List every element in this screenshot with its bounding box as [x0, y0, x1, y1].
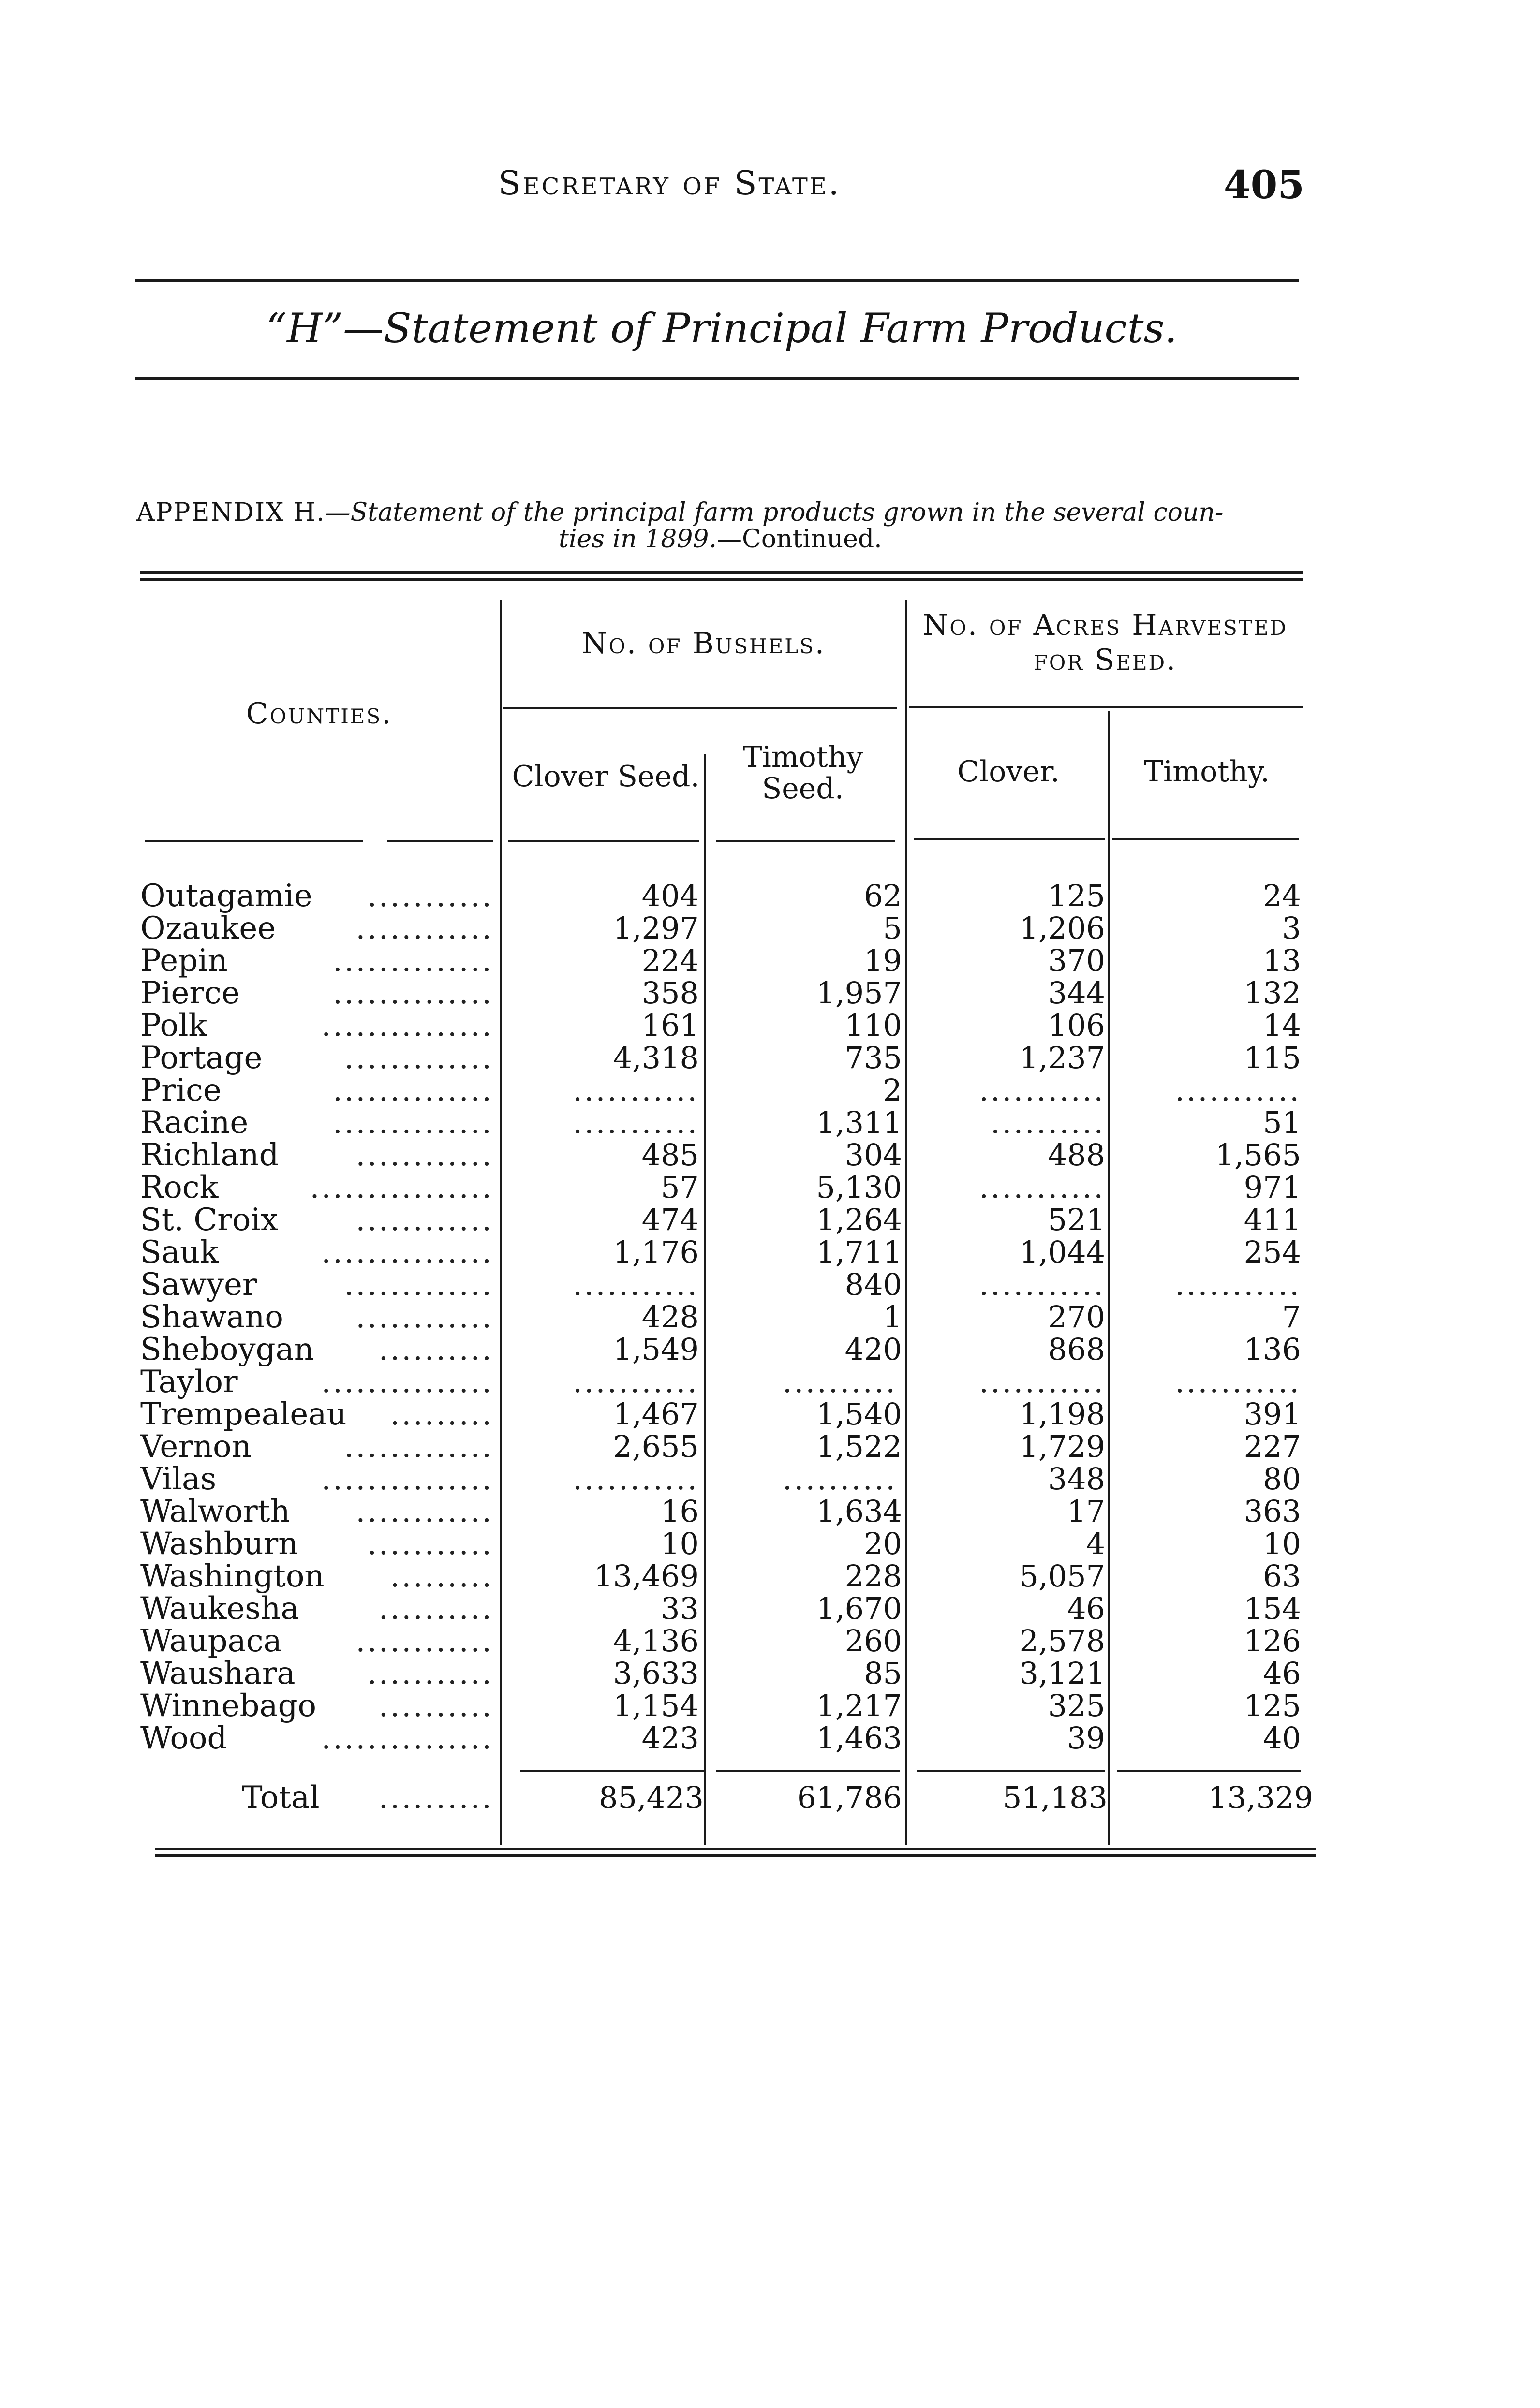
timothy-seed-value: 260: [844, 1623, 902, 1659]
clover-seed-value: 4,136: [613, 1623, 699, 1659]
timothy-acres-value: 40: [1263, 1720, 1301, 1756]
timothy-seed-value: 1,463: [816, 1720, 902, 1756]
clover-acres-value: 46: [1067, 1591, 1105, 1626]
timothy-acres-value: 3: [1282, 910, 1301, 946]
appendix-caption-continued: [559, 525, 882, 554]
dot-leader: ...............: [321, 1364, 493, 1399]
dot-leader: ...........: [367, 1656, 493, 1691]
clover-acres-value: 1,198: [1019, 1396, 1105, 1432]
clover-seed-value: 4,318: [613, 1040, 699, 1075]
dot-leader: .........: [390, 1396, 493, 1432]
county-name: Ozaukee: [140, 910, 276, 946]
county-name: Richland: [140, 1137, 279, 1173]
empty-cell-leader: ...........: [573, 1105, 699, 1140]
timothy-seed-value: 5,130: [816, 1170, 902, 1205]
county-name: Polk: [140, 1008, 207, 1043]
dot-leader: ...............: [321, 1234, 493, 1270]
dot-leader: ..........: [378, 1780, 493, 1815]
empty-cell-leader: ...........: [573, 1364, 699, 1399]
empty-cell-leader: ..........: [990, 1105, 1105, 1140]
clover-seed-value: 1,467: [613, 1396, 699, 1432]
county-name: Waupaca: [140, 1623, 282, 1659]
header-underline-timothy: [1112, 838, 1299, 840]
county-name: St. Croix: [140, 1202, 278, 1238]
county-name: Sheboygan: [140, 1332, 314, 1367]
clover-acres-value: 5,057: [1019, 1558, 1105, 1594]
table-rule-bottom-1: [155, 1848, 1316, 1850]
clover-acres-value: 370: [1048, 943, 1105, 978]
timothy-acres-value: 971: [1244, 1170, 1301, 1205]
dot-leader: ............: [355, 1623, 493, 1659]
empty-cell-leader: ...........: [1175, 1267, 1301, 1302]
clover-acres-value: 344: [1048, 975, 1105, 1011]
timothy-seed-value: 110: [844, 1008, 902, 1043]
clover-acres-value: 1,237: [1019, 1040, 1105, 1075]
timothy-acres-value: 411: [1244, 1202, 1301, 1237]
county-name: Taylor: [140, 1364, 238, 1400]
header-group-bushels: No. of Bushels.: [581, 627, 826, 661]
clover-acres-value: 270: [1048, 1299, 1105, 1335]
timothy-seed-value: 19: [864, 943, 902, 978]
clover-seed-value: 1,176: [613, 1234, 699, 1270]
title-rule-top: [135, 279, 1299, 282]
timothy-acres-value: 7: [1282, 1299, 1301, 1335]
county-name: Pepin: [140, 943, 228, 979]
empty-cell-leader: ...........: [573, 1267, 699, 1302]
total-rule-clover-seed: [520, 1770, 704, 1772]
dot-leader: ............: [355, 1299, 493, 1335]
timothy-acres-value: 51: [1263, 1105, 1301, 1140]
total-rule-clover: [917, 1770, 1105, 1772]
total-timothy-seed: 61,786: [797, 1780, 902, 1815]
empty-cell-leader: ...........: [573, 1072, 699, 1108]
empty-cell-leader: ..........: [782, 1461, 897, 1497]
empty-cell-leader: ...........: [979, 1170, 1105, 1205]
dot-leader: ...............: [321, 1008, 493, 1043]
timothy-acres-value: 63: [1263, 1558, 1301, 1594]
timothy-seed-value: 420: [844, 1332, 902, 1367]
timothy-seed-value: 1,217: [816, 1688, 902, 1723]
clover-acres-value: 1,206: [1019, 910, 1105, 946]
clover-seed-value: 57: [661, 1170, 699, 1205]
timothy-acres-value: 136: [1244, 1332, 1301, 1367]
timothy-seed-value: 1,540: [816, 1396, 902, 1432]
header-underline-clover: [914, 838, 1105, 840]
empty-cell-leader: ...........: [979, 1072, 1105, 1108]
timothy-acres-value: 10: [1263, 1526, 1301, 1561]
dot-leader: ..............: [333, 943, 493, 978]
timothy-acres-value: 132: [1244, 975, 1301, 1011]
empty-cell-leader: ...........: [979, 1267, 1105, 1302]
timothy-seed-value: 2: [883, 1072, 902, 1108]
county-name: Portage: [140, 1040, 263, 1076]
timothy-seed-value: 735: [844, 1040, 902, 1075]
clover-acres-value: 1,729: [1019, 1429, 1105, 1464]
header-underline-timothy-seed: [716, 840, 895, 842]
appendix-caption: [136, 498, 1223, 527]
empty-cell-leader: ...........: [979, 1364, 1105, 1399]
county-name: Vernon: [140, 1429, 252, 1465]
clover-seed-value: 404: [641, 878, 699, 913]
clover-acres-value: 521: [1048, 1202, 1105, 1237]
timothy-seed-value: 5: [883, 910, 902, 946]
appendix-caption-continued-label: —Continued.: [717, 525, 882, 554]
timothy-acres-value: 80: [1263, 1461, 1301, 1497]
column-divider-4: [1108, 711, 1110, 1845]
dot-leader: ...............: [321, 1461, 493, 1497]
dot-leader: ................: [310, 1170, 493, 1205]
table-rule-bottom-2: [155, 1854, 1316, 1857]
timothy-seed-value: 1: [883, 1299, 902, 1335]
dot-leader: .............: [344, 1040, 493, 1075]
group-underline-bushels: [503, 707, 897, 709]
clover-seed-value: 10: [661, 1526, 699, 1561]
dot-leader: ...........: [367, 1526, 493, 1561]
timothy-acres-value: 46: [1263, 1656, 1301, 1691]
dot-leader: ...........: [367, 878, 493, 913]
clover-acres-value: 2,578: [1019, 1623, 1105, 1659]
dot-leader: ..............: [333, 1105, 493, 1140]
clover-acres-value: 868: [1048, 1332, 1105, 1367]
title-rule-bottom: [135, 377, 1299, 380]
timothy-seed-value: 85: [864, 1656, 902, 1691]
total-rule-timothy: [1117, 1770, 1301, 1772]
header-underline-counties-2: [387, 840, 493, 842]
column-divider-3: [905, 600, 907, 1845]
clover-acres-value: 325: [1048, 1688, 1105, 1723]
clover-seed-value: 33: [661, 1591, 699, 1626]
header-timothy-seed-line1: Timothy: [742, 740, 863, 774]
header-timothy: Timothy.: [1144, 755, 1270, 789]
header-counties: Counties.: [246, 697, 393, 731]
clover-acres-value: 4: [1086, 1526, 1105, 1561]
appendix-caption-year: ties in 1899.: [559, 525, 717, 554]
column-divider-2: [704, 754, 706, 1845]
timothy-seed-value: 228: [844, 1558, 902, 1594]
header-clover: Clover.: [957, 755, 1060, 789]
timothy-seed-value: 1,957: [816, 975, 902, 1011]
timothy-acres-value: 126: [1244, 1623, 1301, 1659]
timothy-acres-value: 363: [1244, 1494, 1301, 1529]
clover-seed-value: 3,633: [613, 1656, 699, 1691]
dot-leader: ..........: [378, 1591, 493, 1626]
clover-seed-value: 1,549: [613, 1332, 699, 1367]
county-name: Rock: [140, 1170, 219, 1205]
clover-acres-value: 17: [1067, 1494, 1105, 1529]
clover-seed-value: 13,469: [594, 1558, 699, 1594]
dot-leader: ............: [355, 1202, 493, 1237]
timothy-acres-value: 24: [1263, 878, 1301, 913]
timothy-seed-value: 840: [844, 1267, 902, 1302]
timothy-seed-value: 1,264: [816, 1202, 902, 1237]
total-clover-acres: 51,183: [1003, 1780, 1108, 1815]
timothy-seed-value: 1,522: [816, 1429, 902, 1464]
dot-leader: ..........: [378, 1688, 493, 1723]
group-underline-acres: [909, 706, 1303, 708]
dot-leader: ..............: [333, 975, 493, 1011]
timothy-seed-value: 1,634: [816, 1494, 902, 1529]
clover-acres-value: 106: [1048, 1008, 1105, 1043]
table-rule-top-1: [140, 571, 1303, 574]
county-name: Waukesha: [140, 1591, 299, 1627]
dot-leader: ..............: [333, 1072, 493, 1108]
running-head: Secretary of State.: [498, 164, 841, 203]
county-name: Wood: [140, 1720, 227, 1756]
county-name: Racine: [140, 1105, 249, 1141]
dot-leader: ............: [355, 910, 493, 946]
clover-acres-value: 348: [1048, 1461, 1105, 1497]
appendix-label: APPENDIX H.: [136, 498, 326, 527]
county-name: Washington: [140, 1558, 325, 1594]
clover-acres-value: 125: [1048, 878, 1105, 913]
timothy-seed-value: 1,711: [816, 1234, 902, 1270]
county-name: Pierce: [140, 975, 240, 1011]
county-name: Price: [140, 1072, 222, 1108]
timothy-acres-value: 154: [1244, 1591, 1301, 1626]
county-name: Washburn: [140, 1526, 298, 1562]
clover-seed-value: 161: [641, 1008, 699, 1043]
county-name: Waushara: [140, 1656, 296, 1691]
timothy-seed-value: 1,311: [816, 1105, 902, 1140]
total-timothy-acres: 13,329: [1208, 1780, 1313, 1815]
county-name: Outagamie: [140, 878, 312, 914]
appendix-caption-line1: —Statement of the principal farm products grown in the several coun-: [325, 498, 1224, 527]
timothy-seed-value: 62: [864, 878, 902, 913]
total-label: Total: [242, 1780, 320, 1816]
timothy-acres-value: 125: [1244, 1688, 1301, 1723]
timothy-acres-value: 1,565: [1215, 1137, 1301, 1173]
county-name: Shawano: [140, 1299, 283, 1335]
clover-seed-value: 1,297: [613, 910, 699, 946]
timothy-seed-value: 1,670: [816, 1591, 902, 1626]
county-name: Walworth: [140, 1494, 290, 1529]
dot-leader: .............: [344, 1429, 493, 1464]
dot-leader: .............: [344, 1267, 493, 1302]
total-clover-seed: 85,423: [599, 1780, 704, 1815]
clover-seed-value: 423: [641, 1720, 699, 1756]
timothy-acres-value: 227: [1244, 1429, 1301, 1464]
clover-seed-value: 485: [641, 1137, 699, 1173]
timothy-acres-value: 115: [1244, 1040, 1301, 1075]
timothy-acres-value: 14: [1263, 1008, 1301, 1043]
empty-cell-leader: ...........: [1175, 1072, 1301, 1108]
page-number: 405: [1224, 162, 1304, 207]
timothy-seed-value: 304: [844, 1137, 902, 1173]
clover-acres-value: 3,121: [1019, 1656, 1105, 1691]
header-group-acres-line1: No. of Acres Harvested: [922, 608, 1288, 642]
timothy-acres-value: 13: [1263, 943, 1301, 978]
empty-cell-leader: ...........: [573, 1461, 699, 1497]
column-divider-1: [500, 600, 502, 1845]
timothy-acres-value: 254: [1244, 1234, 1301, 1270]
header-group-acres-line2: for Seed.: [1033, 643, 1177, 677]
county-name: Trempealeau: [140, 1396, 347, 1432]
dot-leader: ............: [355, 1494, 493, 1529]
header-underline-clover-seed: [508, 840, 699, 842]
county-name: Sawyer: [140, 1267, 257, 1303]
empty-cell-leader: ...........: [1175, 1364, 1301, 1399]
header-underline-counties: [145, 840, 363, 842]
dot-leader: .........: [390, 1558, 493, 1594]
timothy-seed-value: 20: [864, 1526, 902, 1561]
clover-acres-value: 1,044: [1019, 1234, 1105, 1270]
empty-cell-leader: ..........: [782, 1364, 897, 1399]
clover-seed-value: 2,655: [613, 1429, 699, 1464]
timothy-acres-value: 391: [1244, 1396, 1301, 1432]
clover-seed-value: 358: [641, 975, 699, 1011]
section-title: “H”—Statement of Principal Farm Products.: [266, 305, 1178, 352]
dot-leader: ...............: [321, 1720, 493, 1756]
county-name: Winnebago: [140, 1688, 317, 1724]
header-clover-seed: Clover Seed.: [512, 760, 700, 793]
total-rule-timothy-seed: [716, 1770, 900, 1772]
table-rule-top-2: [140, 578, 1303, 581]
header-timothy-seed-line2: Seed.: [762, 772, 844, 806]
dot-leader: ............: [355, 1137, 493, 1173]
clover-acres-value: 39: [1067, 1720, 1105, 1756]
dot-leader: ..........: [378, 1332, 493, 1367]
clover-seed-value: 224: [641, 943, 699, 978]
clover-acres-value: 488: [1048, 1137, 1105, 1173]
clover-seed-value: 1,154: [613, 1688, 699, 1723]
clover-seed-value: 474: [641, 1202, 699, 1237]
clover-seed-value: 428: [641, 1299, 699, 1335]
county-name: Sauk: [140, 1234, 219, 1270]
county-name: Vilas: [140, 1461, 217, 1497]
clover-seed-value: 16: [661, 1494, 699, 1529]
